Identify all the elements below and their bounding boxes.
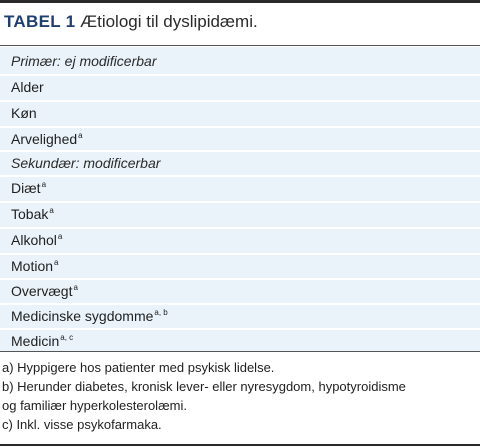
table-row: Alkohol$^a$ [11,232,63,248]
table-row: Medicinske sygdomme$^{a, b}$ [11,308,168,324]
table-label: TABEL 1 [4,12,76,31]
table-row: Medicin$^{a, c}$ [11,333,74,349]
table-row: Tobak$^a$ [11,206,54,222]
footnote-b-continued: og familiær hyperkolesterolæmi. [2,398,187,413]
section-header-secondary: Sekundær: modificerbar [11,155,161,171]
row-divider [0,253,480,255]
bottom-rule [0,444,480,446]
table-row: Arvelighed$^a$ [11,131,83,147]
table-title-text: Ætiologi til dyslipidæmi. [75,12,258,31]
table-row: Motion$^a$ [11,258,59,274]
section-header-primary: Primær: ej modificerbar [11,53,157,69]
footer-rule [0,351,480,352]
row-divider [0,100,480,102]
row-divider [0,227,480,229]
row-divider [0,175,480,177]
table-row: Overvægt$^a$ [11,283,78,299]
row-divider [0,201,480,203]
table-title [4,11,258,33]
top-rule [0,0,480,3]
header-rule [0,45,480,46]
table-row: Alder [11,79,44,95]
footnote-b: b) Herunder diabetes, kronisk lever- eller nyresygdom, hypotyroidisme [2,379,406,394]
table-row: Køn [11,105,37,121]
footnote-c: c) Inkl. visse psykofarmaka. [2,417,162,432]
footnote-a: a) Hyppigere hos patienter med psykisk lidelse. [2,360,275,375]
row-divider [0,74,480,76]
table-row: Diæt$^a$ [11,180,47,196]
